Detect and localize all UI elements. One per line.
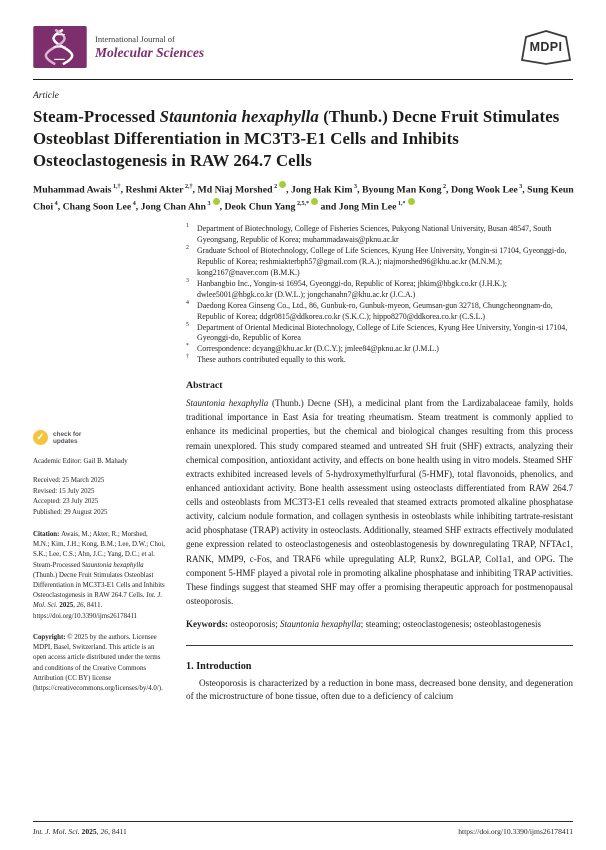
citation-label: Citation:: [33, 530, 62, 538]
journal-header: [33, 22, 573, 72]
journal-brand-link[interactable]: [33, 26, 204, 68]
check-for-updates-label: [53, 431, 81, 446]
main-column: [186, 224, 573, 704]
text-segment: Stauntonia hexaphylla: [280, 619, 361, 630]
date-accepted: Accepted: 23 July 2025: [33, 498, 99, 506]
check-icon: ✓: [33, 430, 48, 445]
text-segment: , 8411: [108, 827, 127, 836]
author-name: Muhammad Awais: [33, 184, 112, 196]
author-affiliation-marker: 4: [53, 201, 58, 208]
page-footer: [33, 821, 573, 836]
article-dates: [33, 476, 175, 519]
orcid-icon[interactable]: [213, 198, 220, 205]
author-name: Dong Wook Lee: [450, 184, 518, 196]
orcid-icon[interactable]: [408, 198, 415, 205]
footer-doi-link[interactable]: https://doi.org/10.3390/ijms26178411: [458, 827, 573, 836]
copyright-block: [33, 633, 165, 694]
text-segment: Int. J. Mol. Sci.: [33, 592, 163, 610]
author-name: Md Niaj Morshed: [197, 184, 273, 196]
journal-name: [95, 34, 204, 61]
text-segment: Stauntonia hexaphylla: [186, 398, 269, 409]
text-segment: Int. J. Mol. Sci.: [33, 827, 82, 836]
text-segment: Steam-Processed: [33, 107, 160, 126]
header-divider: [33, 79, 573, 80]
author-name: Deok Chun Yang: [224, 201, 296, 213]
affiliation-marker: *: [186, 343, 189, 350]
introduction-heading: 1. Introduction: [186, 660, 252, 672]
affiliation-marker: 2: [186, 245, 189, 252]
text-segment: Stauntonia hexaphylla: [159, 107, 319, 126]
author-name: Sung Keun Choi: [33, 184, 574, 213]
text-segment: , 8411. https://doi.org/10.3390/ijms26178411: [33, 602, 138, 620]
text-segment: Keywords:: [186, 619, 231, 630]
text-segment: (Thunb.) Decne (SH), a medicinal plant from the Lardizabalaceae family, holds traditional importance in East Asia for treating rheumatism. Steam treatment is commonly applied to enhance its medicinal properties, but the chemical and biological changes resulting from this process remain unexplored. This study compared steamed and untreated SH fruit (SHF) extracts, analyzing their chemical composition, antioxidant activity, and effects on bone health using in vitro models. Steamed SHF extracts exhibited increased levels of 5-hydroxymethylfurfural (5-HMF), total flavonoids, phenolics, and enhanced antioxidant activity. Bone health assessment using osteoclasts differentiated from RAW 264.7 cells and osteoblasts from MC3T3-E1 cells revealed that steamed extracts promoted alkaline phosphatase activity, calcium nodule formation, and collagen synthesis in osteoblasts while inhibiting tartrate-resistant acid phosphatase (TRAP) activity in osteoclasts. Additionally, steamed SHF extracts effectively modulated gene expression related to osteoclastogenesis and osteoblastogenesis by downregulating TRAP, NFTAc1, RANK, MMP9, c-Fos, and TRAF6 while upregulating ALP, Runx2, BGLAP, Col1a1, and OPG. The component 5-HMF played a pivotal role in promoting alkaline phosphatase and inhibiting TRAP activities. These findings suggest that steamed SHF may offer a promising therapeutic approach for postmenopausal osteoporosis.: [186, 398, 573, 606]
date-published: Published: 29 August 2025: [33, 509, 108, 517]
text-segment: (Thunb.) Decne Fruit Stimulates Osteoblast Differentiation in MC3T3-E1 Cells and Inhibits Osteoclastogenesis in RAW 264.7 Cells.: [33, 571, 165, 600]
author-list: Muhammad Awais $^{1,\dagger}$, Reshmi Akter $^{2,\dagger}$, Md Niaj Morshed $^2$ , Jong Hak Kim $^3$, Byoung Man Kong $^2$, Dong Wook Lee $^3$, Sung Keun Choi $^4$, Chang Soon Lee $^4$, Jong Chan Ahn $^3$ , Deok Chun Yang $^{2,5,*}$ and Jong Min Lee $^{1,*}$: [33, 181, 583, 215]
journal-logo-icon: [33, 26, 87, 68]
author-name: Chang Soon Lee: [62, 201, 132, 213]
affiliation-item: [186, 246, 573, 279]
affiliation-item: [186, 301, 573, 323]
affiliation-marker: 1: [186, 223, 189, 230]
footer-divider: [33, 821, 573, 822]
journal-name-line1: International Journal of: [95, 33, 175, 44]
author-name: Jong Min Lee: [338, 201, 397, 213]
academic-editor: Academic Editor: Gail B. Mahady: [33, 458, 128, 466]
mdpi-logo[interactable]: [519, 29, 573, 66]
affiliation-item: [186, 279, 573, 301]
abstract-text: [186, 396, 573, 608]
text-segment: 2025: [59, 602, 74, 610]
citation-block: [33, 530, 165, 622]
author-affiliation-marker: 3: [517, 184, 523, 191]
text-segment: (Thunb.) Decne Fruit Stimulates Osteoblast Differentiation in MC3T3-E1 Cells and Inhibits Osteoclastogenesis in RAW 264.7 Cells: [33, 107, 560, 170]
text-segment: Awais, M.; Akter, R.; Morshed, M.N.; Kim, J.H.; Kong, B.M.; Lee, D.W.; Choi, S.K.; Lee, C.S.; Ahn, J.C.; Yang, D.C.; et al. Steam-Processed: [33, 530, 166, 569]
affiliation-text: These authors contributed equally to this work.: [197, 355, 346, 365]
text-segment: 26: [100, 827, 109, 836]
author-affiliation-marker: 2: [441, 184, 447, 191]
check-for-updates-badge[interactable]: [33, 430, 175, 445]
sidebar: [33, 224, 175, 694]
author-name: Jong Hak Kim: [291, 184, 353, 196]
author-affiliation-marker: 2,5,*: [295, 201, 310, 208]
affiliation-item: [186, 323, 573, 345]
keywords-divider: [186, 645, 573, 646]
copyright-label: Copyright:: [33, 633, 68, 641]
affiliation-text: Correspondence: dcyang@khu.ac.kr (D.C.Y.); jmlee84@pknu.ac.kr (J.M.L.): [197, 344, 439, 354]
citation-text: [33, 531, 165, 620]
affiliation-marker: 4: [186, 299, 189, 306]
affiliation-text: Department of Oriental Medicinal Biotechnology, College of Life Sciences, Kyung Hee University, Yongin-si 17104, Gyeonggi-do, Republic of Korea: [197, 322, 568, 343]
affiliation-item: [186, 224, 573, 246]
orcid-icon[interactable]: [311, 198, 318, 205]
article-title: [33, 106, 581, 171]
author-affiliation-marker: 2: [272, 184, 278, 191]
article-type-label: Article: [33, 91, 59, 101]
check-label-line2: updates: [53, 437, 78, 445]
affiliation-item: [186, 355, 573, 366]
check-label-line1: check for: [53, 430, 82, 438]
author-affiliation-marker: 4: [131, 201, 136, 208]
author-name: Byoung Man Kong: [361, 184, 442, 196]
abstract-heading: Abstract: [186, 380, 223, 392]
affiliation-list: [186, 224, 573, 366]
author-name: Jong Chan Ahn: [140, 201, 207, 213]
text-segment: 2025: [81, 827, 97, 836]
affiliation-text: Daedong Korea Ginseng Co., Ltd., 86, Gunbuk-ro, Gunbuk-myeon, Geumsan-gun 32718, Chungcheongnam-do, Republic of Korea; ddgr0815@ddkorea.co.kr (S.K.C.); hippo8270@ddkorea.co.kr (C.S.L.): [197, 300, 553, 321]
affiliation-marker: 5: [186, 321, 189, 328]
introduction-paragraph: Osteoporosis is characterized by a reduction in bone mass, decreased bone density, and degeneration of the microstructure of bone tissue, often due to a deficiency of calcium: [186, 677, 573, 702]
text-segment: 26: [76, 602, 84, 610]
copyright-text: © 2025 by the authors. Licensee MDPI, Basel, Switzerland. This article is an open access article distributed under the terms and conditions of the Creative Commons Attribution (CC BY) license (https://creativecommons.org/licenses/by/4.0/).: [33, 633, 163, 692]
author-affiliation-marker: 3: [206, 201, 211, 208]
author-affiliation-marker: 2,†: [183, 184, 193, 191]
affiliation-item: [186, 344, 573, 355]
orcid-icon[interactable]: [279, 181, 286, 188]
date-revised: Revised: 15 July 2025: [33, 487, 95, 495]
author-affiliation-marker: 3: [352, 184, 358, 191]
footer-journal-citation: [33, 827, 127, 836]
author-name: Reshmi Akter: [125, 184, 184, 196]
affiliation-text: Graduate School of Biotechnology, College of Life Sciences, Kyung Hee University, Yongin-si 17104, Gyeonggi-do, Republic of Korea; reshmiakterbph57@gmail.com (R.A.); niajmorshed96@khu.ac.kr (M.N.M.); kong2167@naver.com (B.M.K.): [197, 246, 567, 277]
journal-name-line2: Molecular Sciences: [95, 44, 205, 60]
mdpi-logo-text: MDPI: [529, 39, 563, 54]
text-segment: ; steaming; osteoclastogenesis; osteoblastogenesis: [360, 619, 541, 630]
author-affiliation-marker: 1,*: [396, 201, 406, 208]
affiliation-text: Hanbangbio Inc., Yongin-si 16954, Gyeonggi-do, Republic of Korea; jhkim@hbgk.co.kr (J.H.K.); dwlee5001@hbgk.co.kr (D.W.L.); jongchanahn7@khu.ac.kr (J.C.A.): [197, 278, 507, 299]
text-segment: ,: [96, 827, 101, 836]
text-segment: osteoporosis;: [230, 619, 281, 630]
affiliation-marker: 3: [186, 277, 189, 284]
date-received: Received: 25 March 2025: [33, 477, 105, 485]
author-affiliation-marker: 1,†: [111, 184, 121, 191]
text-segment: ,: [73, 602, 77, 610]
content-columns: [33, 224, 573, 704]
affiliation-text: Department of Biotechnology, College of Fisheries Sciences, Pukyong National University, Busan 48547, South Gyeongsang, Republic of Korea; muhammadawais@pknu.ac.kr: [197, 224, 552, 245]
keywords-line: [186, 618, 573, 632]
affiliation-marker: †: [186, 354, 189, 361]
text-segment: Stauntonia hexaphylla: [81, 561, 144, 569]
